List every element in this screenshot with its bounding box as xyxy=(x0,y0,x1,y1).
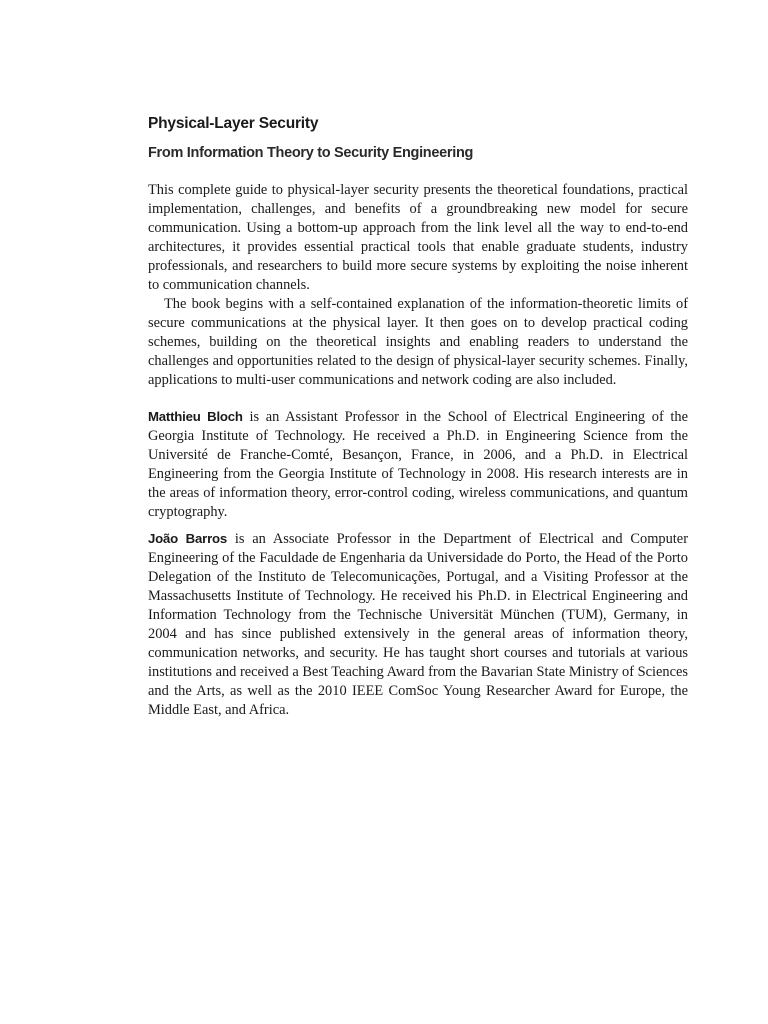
author-bio-bloch xyxy=(148,407,688,522)
author-bio-text-barros: is an Associate Professor in the Department of Electrical and Computer Engineering of the Faculdade de Engenharia da Universidade do Porto, the Head of the Porto Delegation of the Instituto de Telecomunicações, Portugal, and a Visiting Professor at the Massachusetts Institute of Technology. He received his Ph.D. in Electrical Engineering and Information Technology from the Technische Universität München (TUM), Germany, in 2004 and has since published extensively in the general areas of information theory, communication networks, and security. He has taught short courses and tutorials at various institutions and received a Best Teaching Award from the Bavarian State Ministry of Sciences and the Arts, as well as the 2010 IEEE ComSoc Young Researcher Award for Europe, the Middle East, and Africa. xyxy=(148,531,688,718)
author-name-bloch: Matthieu Bloch xyxy=(148,409,243,424)
description-paragraph-1: This complete guide to physical-layer security presents the theoretical foundations, practical implementation, challenges, and benefits of a groundbreaking new model for secure communication. Using a bottom-up approach from the link level all the way to end-to-end architectures, it provides essential practical tools that enable graduate students, industry professionals, and researchers to build more secure systems by exploiting the noise inherent to communication channels. xyxy=(148,182,688,293)
book-subtitle: From Information Theory to Security Engineering xyxy=(148,145,474,161)
book-title: Physical-Layer Security xyxy=(148,115,319,132)
book-blurb-page xyxy=(148,114,688,720)
author-name-barros: João Barros xyxy=(148,531,227,546)
author-bio-text-bloch: is an Assistant Professor in the School of Electrical Engineering of the Georgia Institute of Technology. He received a Ph.D. in Engineering Science from the Université de Franche-Comté, Besançon, France, in 2006, and a Ph.D. in Electrical Engineering from the Georgia Institute of Technology in 2008. His research interests are in the areas of information theory, error-control coding, wireless communications, and quantum cryptography. xyxy=(148,409,688,520)
description-paragraph-2: The book begins with a self-contained explanation of the information-theoretic limits of secure communications at the physical layer. It then goes on to develop practical coding schemes, building on the theoretical insights and enabling readers to understand the challenges and opportunities related to the design of physical-layer security schemes. Finally, applications to multi-user communications and network coding are also included. xyxy=(148,296,688,388)
book-description xyxy=(148,181,688,390)
author-bio-barros xyxy=(148,529,688,720)
